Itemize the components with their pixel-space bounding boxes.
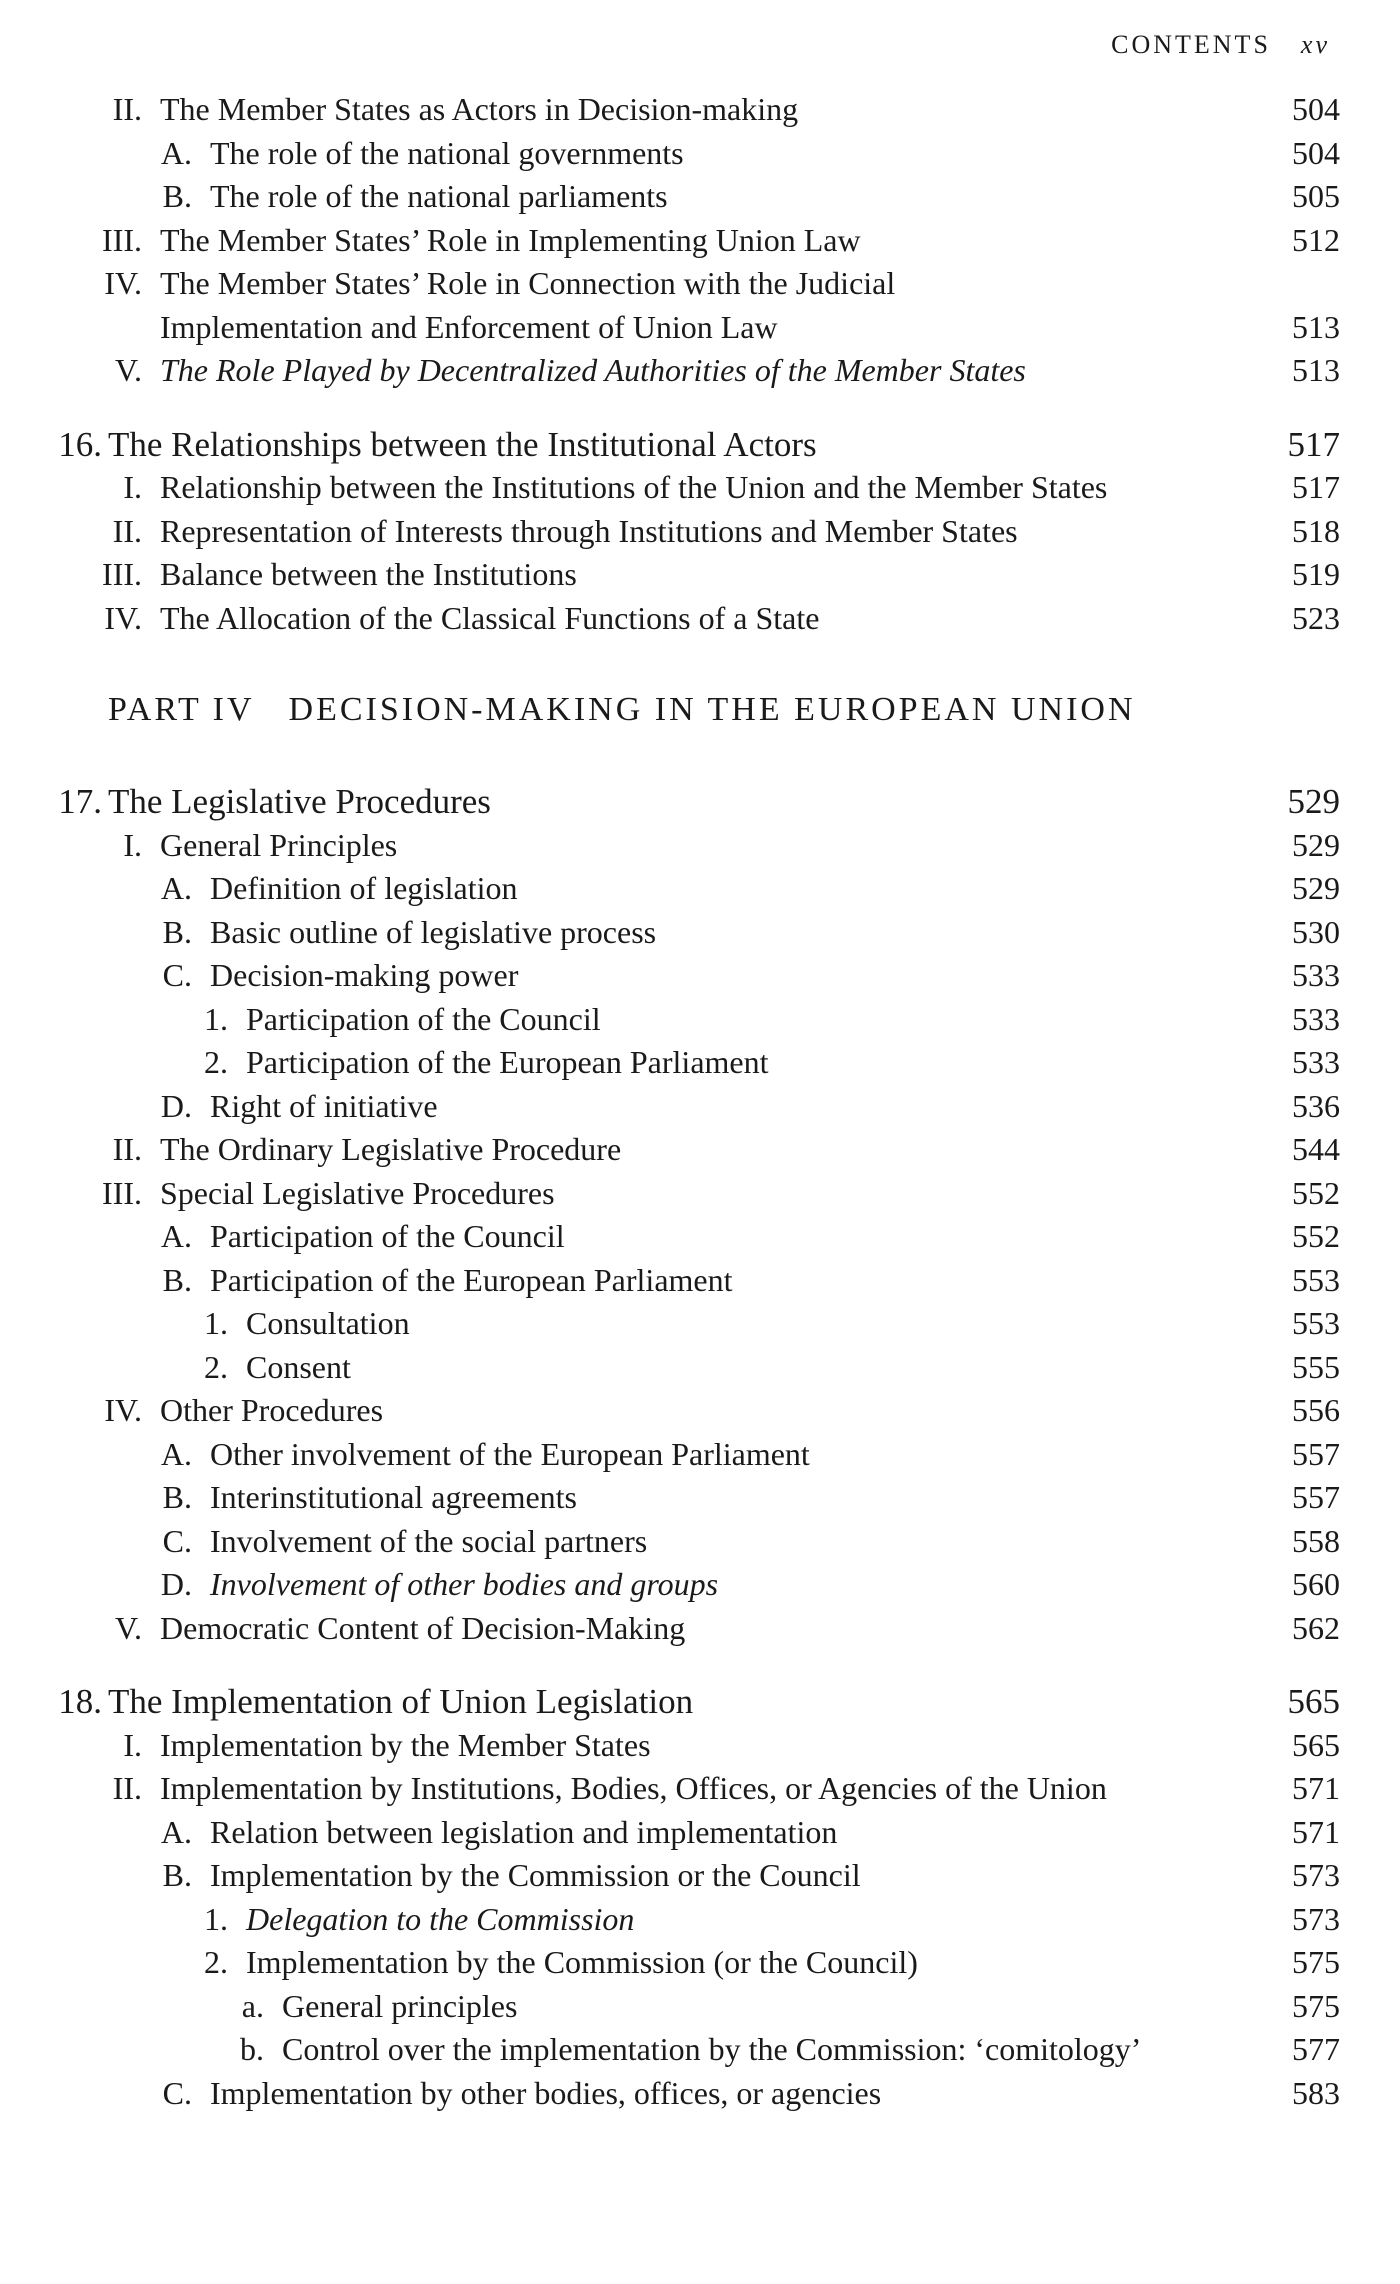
section-gap [0,750,1400,780]
entry-number: III. [102,1174,142,1211]
entry-title: Involvement of the social partners [210,1522,648,1559]
entry-page: 557 [1292,1435,1340,1472]
entry-page: 575 [1292,1944,1340,1980]
entry-number: I. [123,469,142,505]
entry-page: 544 [1292,1131,1340,1167]
toc-entry[interactable] [0,1302,1400,1346]
entry-page: 523 [1292,599,1340,636]
entry-title: The role of the national parliaments [210,178,668,214]
entry-title: Implementation and Enforcement of Union Law [160,308,778,345]
toc-entry[interactable] [0,306,1400,350]
entry-number: II. [112,1131,142,1167]
entry-title: The role of the national governments [210,134,684,171]
entry-page: 562 [1292,1609,1340,1646]
entry-title: Relation between legislation and implementation [210,1813,838,1850]
entry-title: The Role Played by Decentralized Authorities of the Member States [160,352,1026,388]
entry-page: 571 [1292,1813,1340,1850]
entry-number: 1. [204,1305,228,1341]
entry-number: C. [162,1522,192,1559]
entry-page: 529 [1292,826,1340,863]
entry-number: B. [162,913,192,950]
entry-title: Other Procedures [160,1392,384,1428]
entry-page: 536 [1292,1087,1340,1124]
entry-page: 533 [1292,1000,1340,1037]
entry-title: The Allocation of the Classical Functions of a State [160,599,820,636]
entry-title: Implementation by Institutions, Bodies, Offices, or Agencies of the Union [160,1770,1107,1806]
entry-number: I. [123,826,142,863]
part-label: PART IV [108,691,255,728]
toc-entry[interactable] [0,1085,1400,1129]
entry-title: The Member States as Actors in Decision-making [160,91,799,127]
toc-entry[interactable] [0,88,1400,132]
entry-title: The Member States’ Role in Connection with the Judicial [160,265,896,301]
entry-title: Relationship between the Institutions of the Union and the Member States [160,469,1108,505]
entry-number: 16. [58,424,102,464]
entry-page: 513 [1292,308,1340,345]
entry-page: 558 [1292,1522,1340,1559]
entry-title: Balance between the Institutions [160,556,577,592]
entry-page: 552 [1292,1218,1340,1254]
toc-entry[interactable] [0,510,1400,554]
entry-title: Participation of the European Parliament [246,1044,769,1080]
entry-title: Democratic Content of Decision-Making [160,1609,686,1646]
entry-page: 573 [1292,1900,1340,1937]
entry-page: 553 [1292,1305,1340,1341]
entry-number: 2. [204,1944,228,1980]
entry-title: The Legislative Procedures [108,782,491,821]
toc-entry[interactable] [0,466,1400,510]
entry-title: Delegation to the Commission [246,1900,635,1937]
entry-number: IV. [104,1392,142,1428]
toc-entry[interactable] [0,998,1400,1042]
entry-title: Other involvement of the European Parliament [210,1435,810,1472]
entry-number: IV. [104,599,142,636]
entry-number: A. [160,134,192,171]
toc-entry[interactable] [0,954,1400,998]
entry-page: 530 [1292,913,1340,950]
entry-title: The Relationships between the Institutional Actors [108,424,817,464]
entry-number: D. [160,1087,192,1124]
entry-number: B. [162,1857,192,1893]
entry-page: 512 [1292,221,1340,258]
part-heading [0,670,1400,750]
entry-title: Implementation by the Member States [160,1726,651,1763]
entry-number: A. [160,1435,192,1472]
part-title: DECISION-MAKING IN THE EUROPEAN UNION [288,691,1136,728]
toc-entry[interactable] [0,597,1400,641]
entry-number: A. [160,1813,192,1850]
entry-page: 556 [1292,1392,1340,1428]
entry-page: 577 [1292,2031,1340,2067]
entry-page: 555 [1292,1348,1340,1385]
entry-page: 517 [1287,424,1340,464]
section-gap [0,393,1400,423]
toc-entry[interactable] [0,175,1400,219]
entry-number: C. [162,957,192,993]
entry-title: Participation of the Council [246,1000,601,1037]
entry-number: 1. [204,1000,228,1037]
entry-number: 18. [58,1682,102,1721]
toc-entry[interactable] [0,1563,1400,1607]
entry-number: V. [115,352,142,388]
entry-title: The Ordinary Legislative Procedure [160,1131,622,1167]
entry-number: III. [102,556,142,592]
entry-number: II. [112,91,142,127]
toc-entry[interactable] [0,553,1400,597]
toc-entry[interactable] [0,1811,1400,1855]
entry-page: 557 [1292,1479,1340,1515]
entry-number: 17. [58,782,102,821]
entry-number: III. [102,221,142,258]
entry-title: Representation of Interests through Institutions and Member States [160,512,1018,549]
entry-title: Interinstitutional agreements [210,1479,577,1515]
entry-title: Implementation by the Commission (or the Council) [246,1944,918,1980]
entry-title: The Member States’ Role in Implementing Union Law [160,221,861,258]
entry-title: Control over the implementation by the Commission: ‘comitology’ [282,2031,1142,2067]
toc-entry[interactable] [0,1607,1400,1651]
chapter-entry[interactable] [0,1680,1400,1724]
entry-title: Decision-making power [210,957,519,993]
entry-number: A. [160,870,192,906]
entry-number: II. [112,512,142,549]
toc-entry[interactable] [0,2072,1400,2116]
entry-page: 552 [1292,1174,1340,1211]
entry-number: 1. [204,1900,228,1937]
toc-entry[interactable] [0,1041,1400,1085]
toc-entry[interactable] [0,1898,1400,1942]
entry-page: 529 [1292,870,1340,906]
entry-page: 583 [1292,2074,1340,2111]
entry-title: Consent [246,1348,351,1385]
entry-title: The Implementation of Union Legislation [108,1682,694,1721]
entry-page: 571 [1292,1770,1340,1806]
entry-page: 504 [1292,134,1340,171]
toc-entry[interactable] [0,1215,1400,1259]
entry-number: V. [115,1609,142,1646]
entry-number: B. [162,1479,192,1515]
entry-number: B. [162,178,192,214]
toc-entry[interactable] [0,1128,1400,1172]
toc-entry[interactable] [0,1172,1400,1216]
entry-page: 505 [1292,178,1340,214]
entry-number: b. [240,2031,264,2067]
entry-number: D. [160,1566,192,1602]
toc-entry[interactable] [0,262,1400,306]
entry-title: Participation of the Council [210,1218,565,1254]
toc-entry[interactable] [0,1346,1400,1390]
entry-page: 553 [1292,1261,1340,1298]
running-title: CONTENTS [1111,30,1271,59]
entry-title: General Principles [160,826,398,863]
toc-entry[interactable] [0,132,1400,176]
toc-entry[interactable] [0,911,1400,955]
entry-title: Right of initiative [210,1087,438,1124]
entry-number: 2. [204,1348,228,1385]
entry-page: 518 [1292,512,1340,549]
section-gap [0,1650,1400,1680]
entry-page: 573 [1292,1857,1340,1893]
entry-title: Consultation [246,1305,410,1341]
toc-entry[interactable] [0,1767,1400,1811]
entry-page: 565 [1292,1726,1340,1763]
entry-number: I. [123,1726,142,1763]
entry-number: IV. [104,265,142,301]
entry-page: 517 [1292,469,1340,505]
entry-title: Implementation by the Commission or the Council [210,1857,861,1893]
entry-page: 533 [1292,957,1340,993]
toc-entry[interactable] [0,1985,1400,2029]
entry-title: Implementation by other bodies, offices, or agencies [210,2074,882,2111]
toc-entry[interactable] [0,867,1400,911]
entry-title: General principles [282,1987,518,2024]
table-of-contents [0,88,1400,2115]
entry-page: 565 [1287,1682,1340,1721]
entry-number: C. [162,2074,192,2111]
toc-entry[interactable] [0,1520,1400,1564]
entry-title: Involvement of other bodies and groups [210,1566,719,1602]
entry-page: 533 [1292,1044,1340,1080]
toc-entry[interactable] [0,1476,1400,1520]
toc-entry[interactable] [0,349,1400,393]
entry-title: Basic outline of legislative process [210,913,657,950]
entry-number: A. [160,1218,192,1254]
toc-entry[interactable] [0,824,1400,868]
entry-number: B. [162,1261,192,1298]
toc-entry[interactable] [0,2028,1400,2072]
chapter-entry[interactable] [0,780,1400,824]
chapter-entry[interactable] [0,423,1400,467]
toc-entry[interactable] [0,1259,1400,1303]
entry-number: a. [241,1987,264,2024]
toc-entry[interactable] [0,1941,1400,1985]
entry-title: Special Legislative Procedures [160,1174,555,1211]
entry-number: II. [112,1770,142,1806]
running-header [1111,30,1330,60]
entry-page: 560 [1292,1566,1340,1602]
entry-page: 529 [1287,782,1340,821]
entry-title: Definition of legislation [210,870,518,906]
section-gap [0,640,1400,670]
toc-entry[interactable] [0,219,1400,263]
entry-page: 575 [1292,1987,1340,2024]
entry-number: 2. [204,1044,228,1080]
entry-page: 519 [1292,556,1340,592]
entry-page: 513 [1292,352,1340,388]
toc-entry[interactable] [0,1433,1400,1477]
toc-entry[interactable] [0,1724,1400,1768]
toc-entry[interactable] [0,1854,1400,1898]
toc-entry[interactable] [0,1389,1400,1433]
entry-title: Participation of the European Parliament [210,1261,733,1298]
entry-page: 504 [1292,91,1340,127]
page-number: xv [1300,30,1330,59]
